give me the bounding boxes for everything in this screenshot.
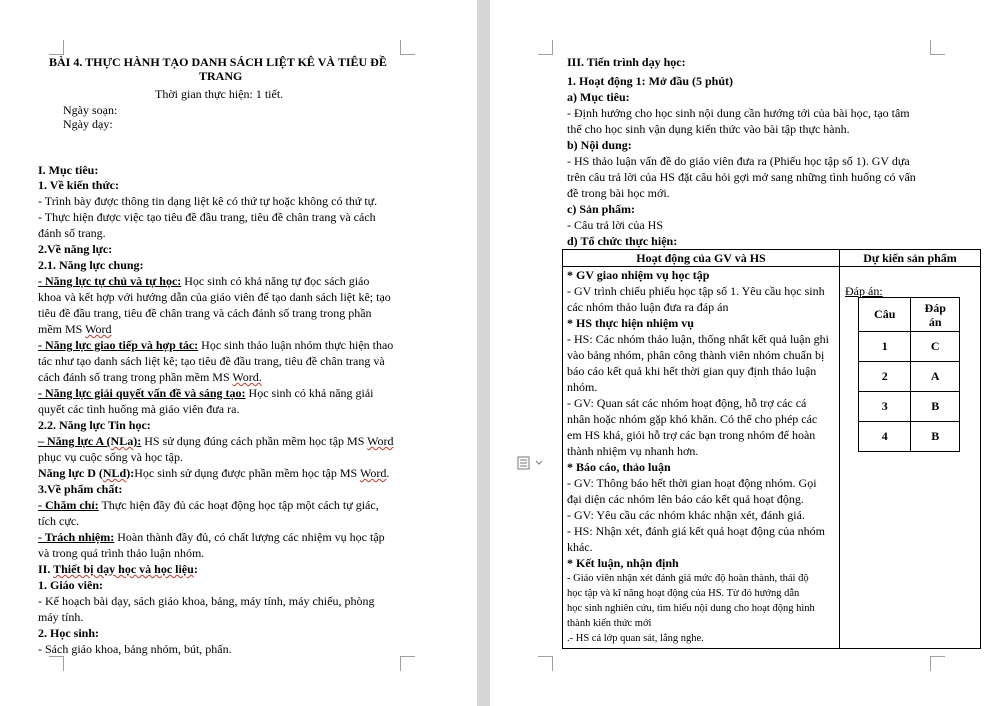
text-line: - Năng lực giao tiếp và hợp tác: Học sinh thảo luận nhóm thực hiện thao xyxy=(38,338,394,352)
table-column-divider xyxy=(839,250,840,648)
text-line: - Năng lực giải quyết vấn đề và sáng tạo: Học sinh có khả năng giải xyxy=(38,386,374,400)
text-line: - Câu trả lời của HS xyxy=(567,218,663,232)
prep-date: Ngày soạn: xyxy=(63,103,118,117)
heading-b: b) Nội dung: xyxy=(567,138,632,152)
text-line: Năng lực D (NLd):Học sinh sử dụng được phần mềm học tập MS Word. xyxy=(38,466,390,480)
text-line: - HS thảo luận vấn đề do giáo viên đưa ra (Phiếu học tập số 1). GV dựa xyxy=(567,154,910,168)
text-line: – Năng lực A (NLa): HS sử dụng đúng cách phần mềm học tập MS Word xyxy=(38,434,394,448)
text-line: - Định hướng cho học sinh nội dung cần hướng tới của bài học, tạo tâm xyxy=(567,106,910,120)
text-line: quyết các tình huống mà giáo viên đưa ra. xyxy=(38,402,240,416)
answer-value: B xyxy=(911,422,960,452)
heading-general-competence: 2.1. Năng lực chung: xyxy=(38,258,144,272)
margin-corner-bottom-left xyxy=(538,656,553,671)
table-text: nhân hoặc nhóm gặp khó khăn. Có thể cho phép các xyxy=(567,412,818,426)
answer-header-question: Câu xyxy=(859,298,911,332)
answer-value: B xyxy=(911,392,960,422)
teach-date: Ngày dạy: xyxy=(63,117,113,131)
heading-teacher: 1. Giáo viên: xyxy=(38,578,103,592)
text-line: khoa và kết hợp với hướng dẫn của giáo viên để tạo danh sách liệt kê; tạo xyxy=(38,290,391,304)
heading-activity-1: 1. Hoạt động 1: Mở đầu (5 phút) xyxy=(567,74,734,88)
text-line: phục vụ cuộc sống và học tập. xyxy=(38,450,183,464)
table-header-activities: Hoạt động của GV và HS xyxy=(563,250,839,267)
text-line: tích cực. xyxy=(38,514,80,528)
table-text: học sinh nghiên cứu, tìm hiểu nội dung cho hoạt động hình xyxy=(567,603,815,614)
text-line: tiêu đề đầu trang, tiêu đề chân trang và cách đánh số trang trong phần xyxy=(38,306,372,320)
answer-header-answer: Đáp án xyxy=(911,298,960,332)
lesson-title: BÀI 4. THỰC HÀNH TẠO DANH SÁCH LIỆT KÊ VÀ TIÊU ĐỀ xyxy=(49,55,387,69)
table-step: * Báo cáo, thảo luận xyxy=(567,460,671,474)
table-header-products: Dự kiến sản phẩm xyxy=(840,250,980,267)
text-line: thế cho học sinh vận dụng kiến thức vào bài tập thực hành. xyxy=(567,122,850,136)
heading-objectives: I. Mục tiêu: xyxy=(38,163,99,177)
heading-knowledge: 1. Về kiến thức: xyxy=(38,178,119,192)
text-line: - Sách giáo khoa, bảng nhóm, bút, phấn. xyxy=(38,642,232,656)
table-text: thành nhiệm vụ nhanh hơn. xyxy=(567,444,699,458)
heading-it-competence: 2.2. Năng lực Tin học: xyxy=(38,418,151,432)
duration: Thời gian thực hiện: 1 tiết. xyxy=(155,87,284,101)
table-text: vào bảng nhóm, phân công thành viên nhóm chuẩn bị xyxy=(567,348,825,362)
text-line: và trong quá trình thảo luận nhóm. xyxy=(38,546,205,560)
heading-qualities: 3.Về phẩm chất: xyxy=(38,482,123,496)
text-line: máy tính. xyxy=(38,610,84,624)
table-text: - GV: Quan sát các nhóm hoạt động, hỗ trợ các cá xyxy=(567,396,807,410)
heading-competence: 2.Về năng lực: xyxy=(38,242,113,256)
text-line: mềm MS Word xyxy=(38,322,112,336)
heading-a: a) Mục tiêu: xyxy=(567,90,630,104)
table-text: nhóm. xyxy=(567,380,598,394)
text-line: cách đánh số trang trong phần mềm MS Word. xyxy=(38,370,262,384)
answer-label: Đáp án: xyxy=(845,284,883,298)
text-line: - Năng lực tự chủ và tự học: Học sinh có khả năng tự đọc sách giáo xyxy=(38,274,370,288)
layout-options-icon xyxy=(516,453,548,473)
table-text: đại diện các nhóm lên báo cáo kết quả hoạt động. xyxy=(567,492,804,506)
margin-corner-bottom-right xyxy=(930,656,945,671)
heading-c: c) Sản phẩm: xyxy=(567,202,636,216)
answer-table xyxy=(858,297,960,452)
answer-question: 3 xyxy=(859,392,911,422)
answer-question: 4 xyxy=(859,422,911,452)
answer-question: 1 xyxy=(859,332,911,362)
heading-procedure: III. Tiến trình dạy học: xyxy=(567,55,686,69)
table-step: * GV giao nhiệm vụ học tập xyxy=(567,268,710,282)
margin-corner-top-left xyxy=(538,40,553,55)
table-text: - HS: Nhận xét, đánh giá kết quả hoạt động của nhóm xyxy=(567,524,825,538)
text-line: - Thực hiện được việc tạo tiêu đề đầu trang, tiêu đề chân trang và cách xyxy=(38,210,376,224)
table-text: - Giáo viên nhận xét đánh giá mức độ hoàn thành, thái độ xyxy=(567,573,809,584)
table-text: học tập và kĩ năng hoạt động của HS. Từ đó hướng dẫn xyxy=(567,588,800,599)
heading-student: 2. Học sinh: xyxy=(38,626,100,640)
lesson-title-cont: TRANG xyxy=(199,69,243,83)
table-text: báo cáo kết quả khi hết thời gian quy định thảo luận xyxy=(567,364,817,378)
margin-corner-top-right xyxy=(400,40,415,55)
text-line: trên câu trả lời của HS đặt câu hỏi gợi mở sang những tình huống có vấn xyxy=(567,170,916,184)
margin-corner-bottom-left xyxy=(49,656,64,671)
margin-corner-top-right xyxy=(930,40,945,55)
table-text: - GV: Yêu cầu các nhóm khác nhận xét, đánh giá. xyxy=(567,508,805,522)
margin-corner-bottom-right xyxy=(400,656,415,671)
table-text: - GV trình chiếu phiếu học tập số 1. Yêu cầu học sinh xyxy=(567,284,825,298)
text-line: - Chăm chỉ: Thực hiện đầy đủ các hoạt động học tập một cách tự giác, xyxy=(38,498,379,512)
table-step: * Kết luận, nhận định xyxy=(567,556,679,570)
table-text: em HS khá, giỏi hỗ trợ các bạn trong nhóm để hoàn xyxy=(567,428,816,442)
table-step: * HS thực hiện nhiệm vụ xyxy=(567,316,694,330)
margin-corner-top-left xyxy=(49,40,64,55)
answer-value: C xyxy=(911,332,960,362)
heading-equipment: II. Thiết bị dạy học và học liệu: xyxy=(38,562,198,576)
table-text: khác. xyxy=(567,540,593,554)
text-line: - Kế hoạch bài dạy, sách giáo khoa, bảng, máy tính, máy chiếu, phòng xyxy=(38,594,375,608)
text-line: - Trình bày được thông tin dạng liệt kê có thứ tự hoặc không có thứ tự. xyxy=(38,194,378,208)
document-page-left xyxy=(0,0,477,706)
table-text: các nhóm thảo luận đưa ra đáp án xyxy=(567,300,729,314)
text-line: - Trách nhiệm: Hoàn thành đầy đủ, có chất lượng các nhiệm vụ học tập xyxy=(38,530,385,544)
text-line: đề trong bài học mới. xyxy=(567,186,670,200)
answer-question: 2 xyxy=(859,362,911,392)
table-text: - GV: Thông báo hết thời gian hoạt động nhóm. Gọi xyxy=(567,476,817,490)
table-text: - HS: Các nhóm thảo luận, thống nhất kết quả luận ghi xyxy=(567,332,829,346)
text-line: đánh số trang. xyxy=(38,226,106,240)
answer-value: A xyxy=(911,362,960,392)
page-gutter xyxy=(477,0,490,706)
table-text: thành kiến thức mới xyxy=(567,618,652,629)
heading-d: d) Tổ chức thực hiện: xyxy=(567,234,678,248)
table-text: .- HS cả lớp quan sát, lắng nghe. xyxy=(567,633,704,644)
layout-options-button[interactable] xyxy=(516,453,548,473)
text-line: tác như tạo danh sách liệt kê; tạo tiêu đề đầu trang, tiêu đề chân trang và xyxy=(38,354,385,368)
